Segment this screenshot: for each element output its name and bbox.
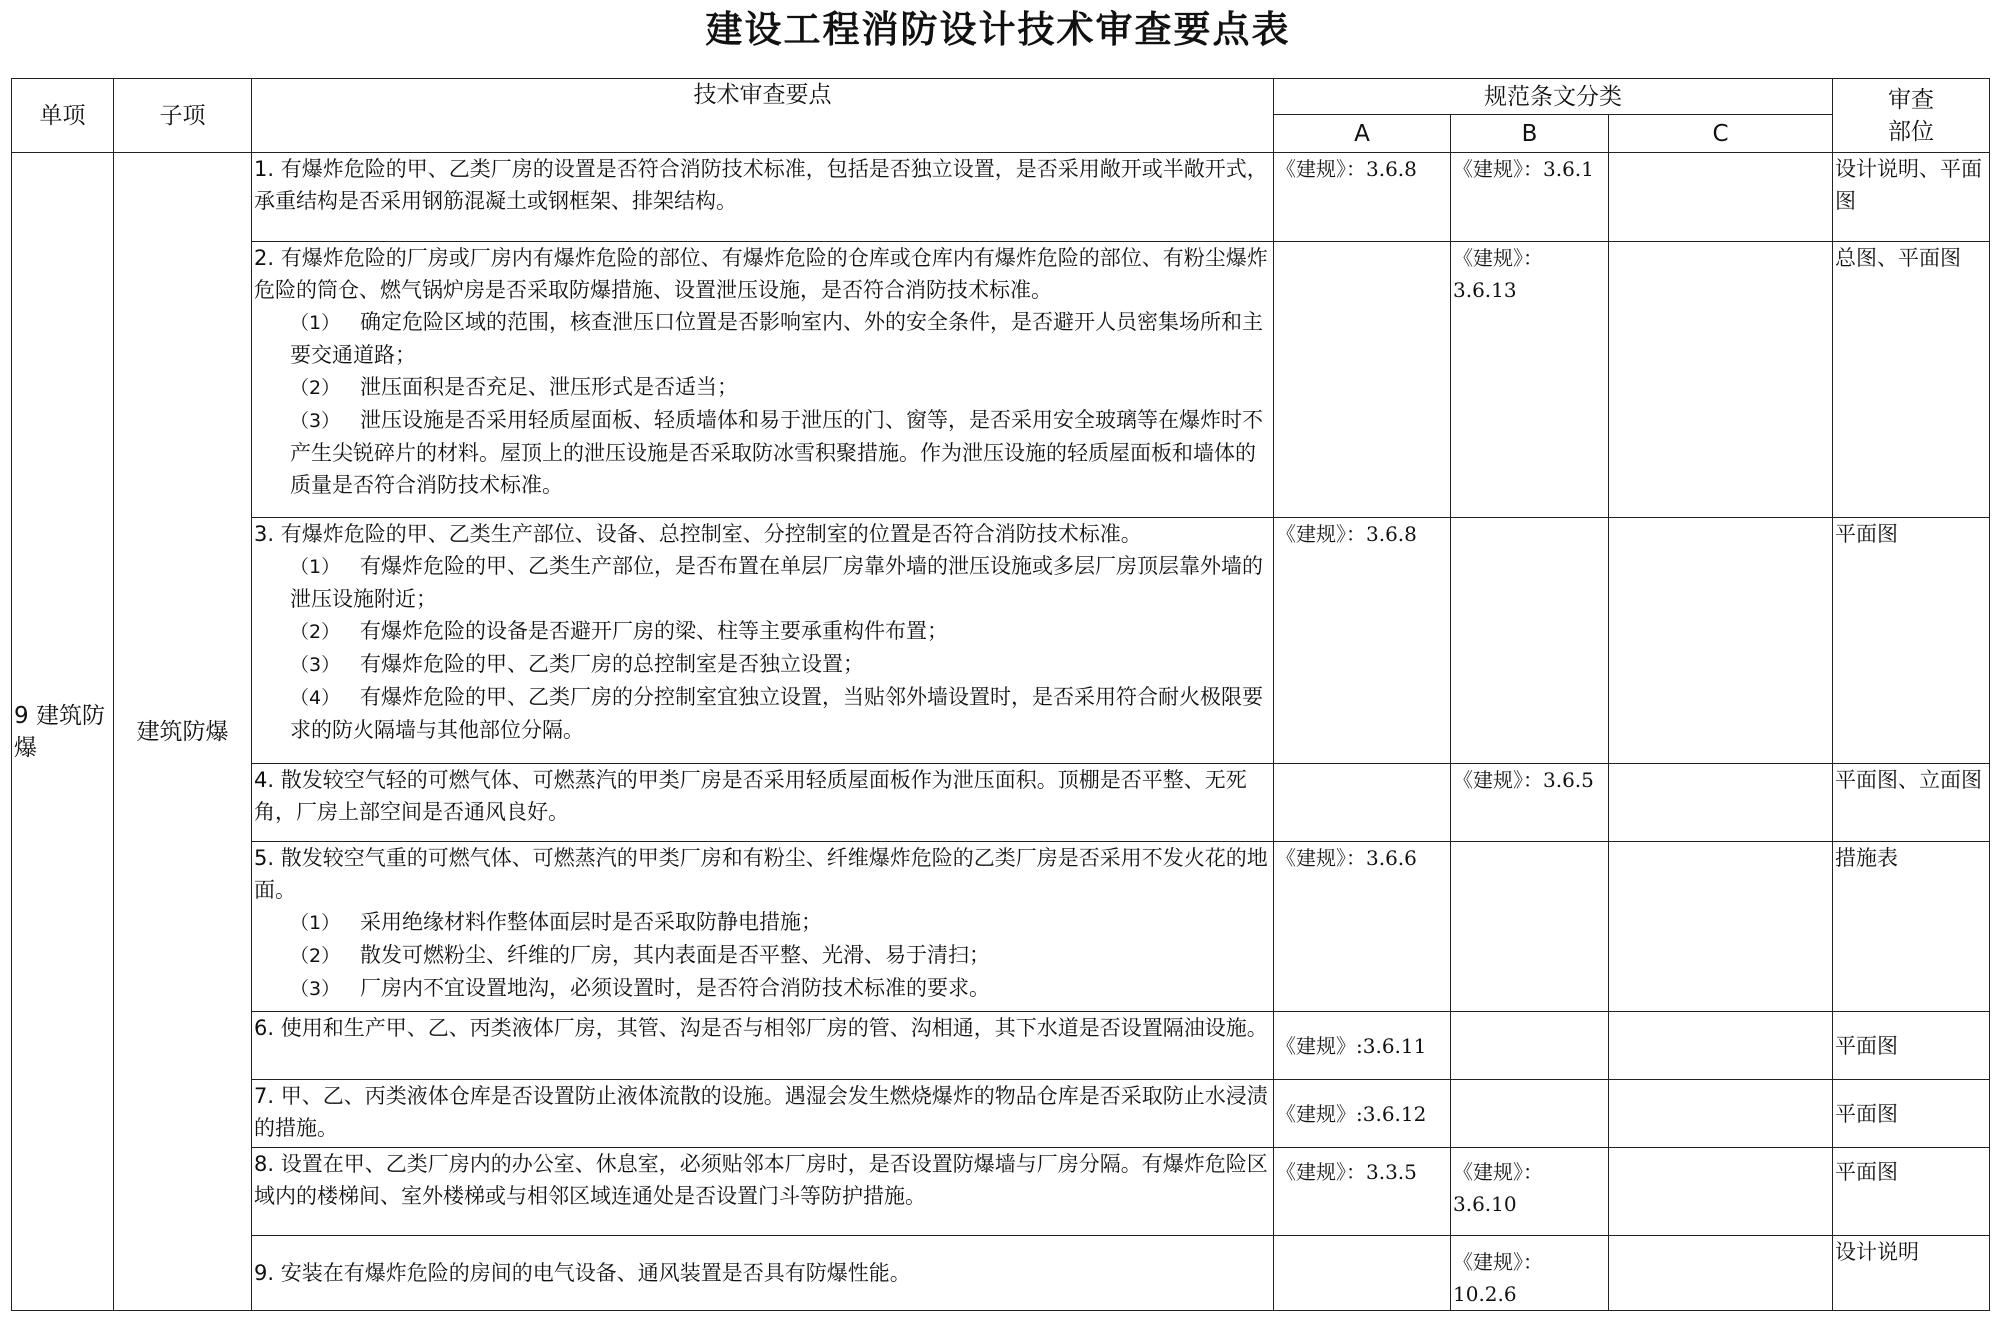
sub-point-number: （2） xyxy=(290,377,341,399)
ref-a xyxy=(1274,1236,1451,1311)
review-point-text: 2. 有爆炸危险的厂房或厂房内有爆炸危险的部位、有爆炸危险的仓库或仓库内有爆炸危险的部位、有粉尘爆炸危险的筒仓、燃气锅炉房是否采取防爆措施、设置泄压设施，是否符合消防技术标准。 xyxy=(254,246,1268,302)
sub-point-number: （2） xyxy=(290,621,341,643)
review-point xyxy=(252,242,1274,518)
review-part: 设计说明 xyxy=(1833,1236,1990,1311)
ref-a: 《建规》：3.3.5 xyxy=(1274,1148,1451,1236)
review-point-text: 8. 设置在甲、乙类厂房内的办公室、休息室，必须贴邻本厂房时，是否设置防爆墙与厂房分隔。有爆炸危险区域内的楼梯间、室外楼梯或与相邻区域连通处是否设置门斗等防护措施。 xyxy=(254,1152,1268,1208)
review-point xyxy=(252,518,1274,764)
ref-c xyxy=(1609,1012,1833,1080)
review-point-text: 5. 散发较空气重的可燃气体、可燃蒸汽的甲类厂房和有粉尘、纤维爆炸危险的乙类厂房是否采用不发火花的地面。 xyxy=(254,846,1268,902)
review-part: 平面图 xyxy=(1833,1080,1990,1148)
review-point-text: 4. 散发较空气轻的可燃气体、可燃蒸汽的甲类厂房是否采用轻质屋面板作为泄压面积。顶棚是否平整、无死角，厂房上部空间是否通风良好。 xyxy=(254,768,1247,824)
review-part: 平面图、立面图 xyxy=(1833,764,1990,842)
review-point xyxy=(252,1080,1274,1148)
sub-point xyxy=(254,939,1271,972)
review-point xyxy=(252,1148,1274,1236)
zixiang-cell: 建筑防爆 xyxy=(114,153,252,1311)
sub-point xyxy=(254,306,1271,371)
sub-point xyxy=(254,681,1271,746)
sub-point-text: 泄压设施是否采用轻质屋面板、轻质墙体和易于泄压的门、窗等，是否采用安全玻璃等在爆炸时不产生尖锐碎片的材料。屋顶上的泄压设施是否采取防冰雪积聚措施。作为泄压设施的轻质屋面板和墙体的质量是否符合消防技术标准。 xyxy=(290,408,1263,497)
review-point-text: 1. 有爆炸危险的甲、乙类厂房的设置是否符合消防技术标准，包括是否独立设置，是否采用敞开或半敞开式，承重结构是否采用钢筋混凝土或钢框架、排架结构。 xyxy=(254,157,1268,213)
sub-point-text: 采用绝缘材料作整体面层时是否采取防静电措施； xyxy=(360,910,822,934)
ref-c xyxy=(1609,518,1833,764)
header-buwei-line2: 部位 xyxy=(1888,118,1935,145)
review-part: 平面图 xyxy=(1833,1148,1990,1236)
ref-a: 《建规》：3.6.8 xyxy=(1274,153,1451,242)
review-point xyxy=(252,842,1274,1012)
ref-a xyxy=(1274,242,1451,518)
ref-b: 《建规》：3.6.5 xyxy=(1451,764,1609,842)
review-part: 平面图 xyxy=(1833,1012,1990,1080)
review-point-text: 3. 有爆炸危险的甲、乙类生产部位、设备、总控制室、分控制室的位置是否符合消防技术标准。 xyxy=(254,522,1142,546)
ref-a xyxy=(1274,764,1451,842)
review-point-text: 7. 甲、乙、丙类液体仓库是否设置防止液体流散的设施。遇湿会发生燃烧爆炸的物品仓库是否采取防止水浸渍的措施。 xyxy=(254,1084,1268,1140)
header-buwei xyxy=(1833,79,1990,153)
sub-point-text: 有爆炸危险的设备是否避开厂房的梁、柱等主要承重构件布置； xyxy=(360,619,948,643)
sub-point xyxy=(254,550,1271,615)
ref-a: 《建规》:3.6.11 xyxy=(1274,1012,1451,1080)
ref-c xyxy=(1609,1148,1833,1236)
review-part: 平面图 xyxy=(1833,518,1990,764)
sub-point-number: （3） xyxy=(290,654,341,676)
sub-point-text: 确定危险区域的范围，核查泄压口位置是否影响室内、外的安全条件，是否避开人员密集场所和主要交通道路； xyxy=(290,310,1263,367)
sub-point-number: （1） xyxy=(290,912,341,934)
ref-b: 《建规》：10.2.6 xyxy=(1451,1236,1609,1311)
ref-c xyxy=(1609,242,1833,518)
review-part: 设计说明、平面图 xyxy=(1833,153,1990,242)
review-point-text: 6. 使用和生产甲、乙、丙类液体厂房，其管、沟是否与相邻厂房的管、沟相通，其下水道是否设置隔油设施。 xyxy=(254,1016,1268,1040)
ref-b: 《建规》：3.6.10 xyxy=(1451,1148,1609,1236)
sub-point-number: （1） xyxy=(290,312,341,334)
review-part: 总图、平面图 xyxy=(1833,242,1990,518)
sub-point-text: 有爆炸危险的甲、乙类厂房的分控制室宜独立设置，当贴邻外墙设置时，是否采用符合耐火极限要求的防火隔墙与其他部位分隔。 xyxy=(290,685,1263,742)
header-zixiang: 子项 xyxy=(114,79,252,153)
ref-c xyxy=(1609,842,1833,1012)
ref-a: 《建规》:3.6.12 xyxy=(1274,1080,1451,1148)
ref-b xyxy=(1451,1012,1609,1080)
sub-point xyxy=(254,972,1271,1005)
review-part: 措施表 xyxy=(1833,842,1990,1012)
ref-c xyxy=(1609,764,1833,842)
sub-point-text: 厂房内不宜设置地沟，必须设置时，是否符合消防技术标准的要求。 xyxy=(360,976,990,1000)
sub-point xyxy=(254,615,1271,648)
sub-point xyxy=(254,906,1271,939)
ref-c xyxy=(1609,1236,1833,1311)
header-c: C xyxy=(1609,115,1833,153)
review-point xyxy=(252,153,1274,242)
header-yaodian: 技术审查要点 xyxy=(252,79,1274,153)
sub-point-text: 散发可燃粉尘、纤维的厂房，其内表面是否平整、光滑、易于清扫； xyxy=(360,943,990,967)
sub-point-number: （3） xyxy=(290,410,341,432)
ref-a: 《建规》：3.6.6 xyxy=(1274,842,1451,1012)
review-point xyxy=(252,1236,1274,1311)
sub-point-text: 有爆炸危险的甲、乙类生产部位，是否布置在单层厂房靠外墙的泄压设施或多层厂房顶层靠外墙的泄压设施附近； xyxy=(290,554,1263,611)
header-danxiang: 单项 xyxy=(12,79,114,153)
ref-b: 《建规》：3.6.1 xyxy=(1451,153,1609,242)
ref-c xyxy=(1609,1080,1833,1148)
sub-point-text: 泄压面积是否充足、泄压形式是否适当； xyxy=(360,375,738,399)
ref-a: 《建规》：3.6.8 xyxy=(1274,518,1451,764)
header-b: B xyxy=(1451,115,1609,153)
page-title: 建设工程消防设计技术审查要点表 xyxy=(705,8,1291,51)
sub-point-number: （2） xyxy=(290,945,341,967)
ref-b xyxy=(1451,518,1609,764)
sub-point xyxy=(254,648,1271,681)
header-fenlei: 规范条文分类 xyxy=(1274,79,1833,115)
ref-b: 《建规》：3.6.13 xyxy=(1451,242,1609,518)
sub-point-number: （3） xyxy=(290,978,341,1000)
sub-point-number: （1） xyxy=(290,556,341,578)
ref-b xyxy=(1451,1080,1609,1148)
review-point-text: 9. 安装在有爆炸危险的房间的电气设备、通风装置是否具有防爆性能。 xyxy=(254,1261,911,1285)
ref-c xyxy=(1609,153,1833,242)
sub-point xyxy=(254,371,1271,404)
ref-b xyxy=(1451,842,1609,1012)
header-buwei-line1: 审查 xyxy=(1888,86,1935,113)
sub-point-text: 有爆炸危险的甲、乙类厂房的总控制室是否独立设置； xyxy=(360,652,864,676)
danxiang-cell: 9 建筑防爆 xyxy=(12,153,114,1311)
sub-point-number: （4） xyxy=(290,687,341,709)
review-table xyxy=(11,78,1990,1311)
header-a: A xyxy=(1274,115,1451,153)
review-point xyxy=(252,764,1274,842)
review-point xyxy=(252,1012,1274,1080)
sub-point xyxy=(254,404,1271,501)
